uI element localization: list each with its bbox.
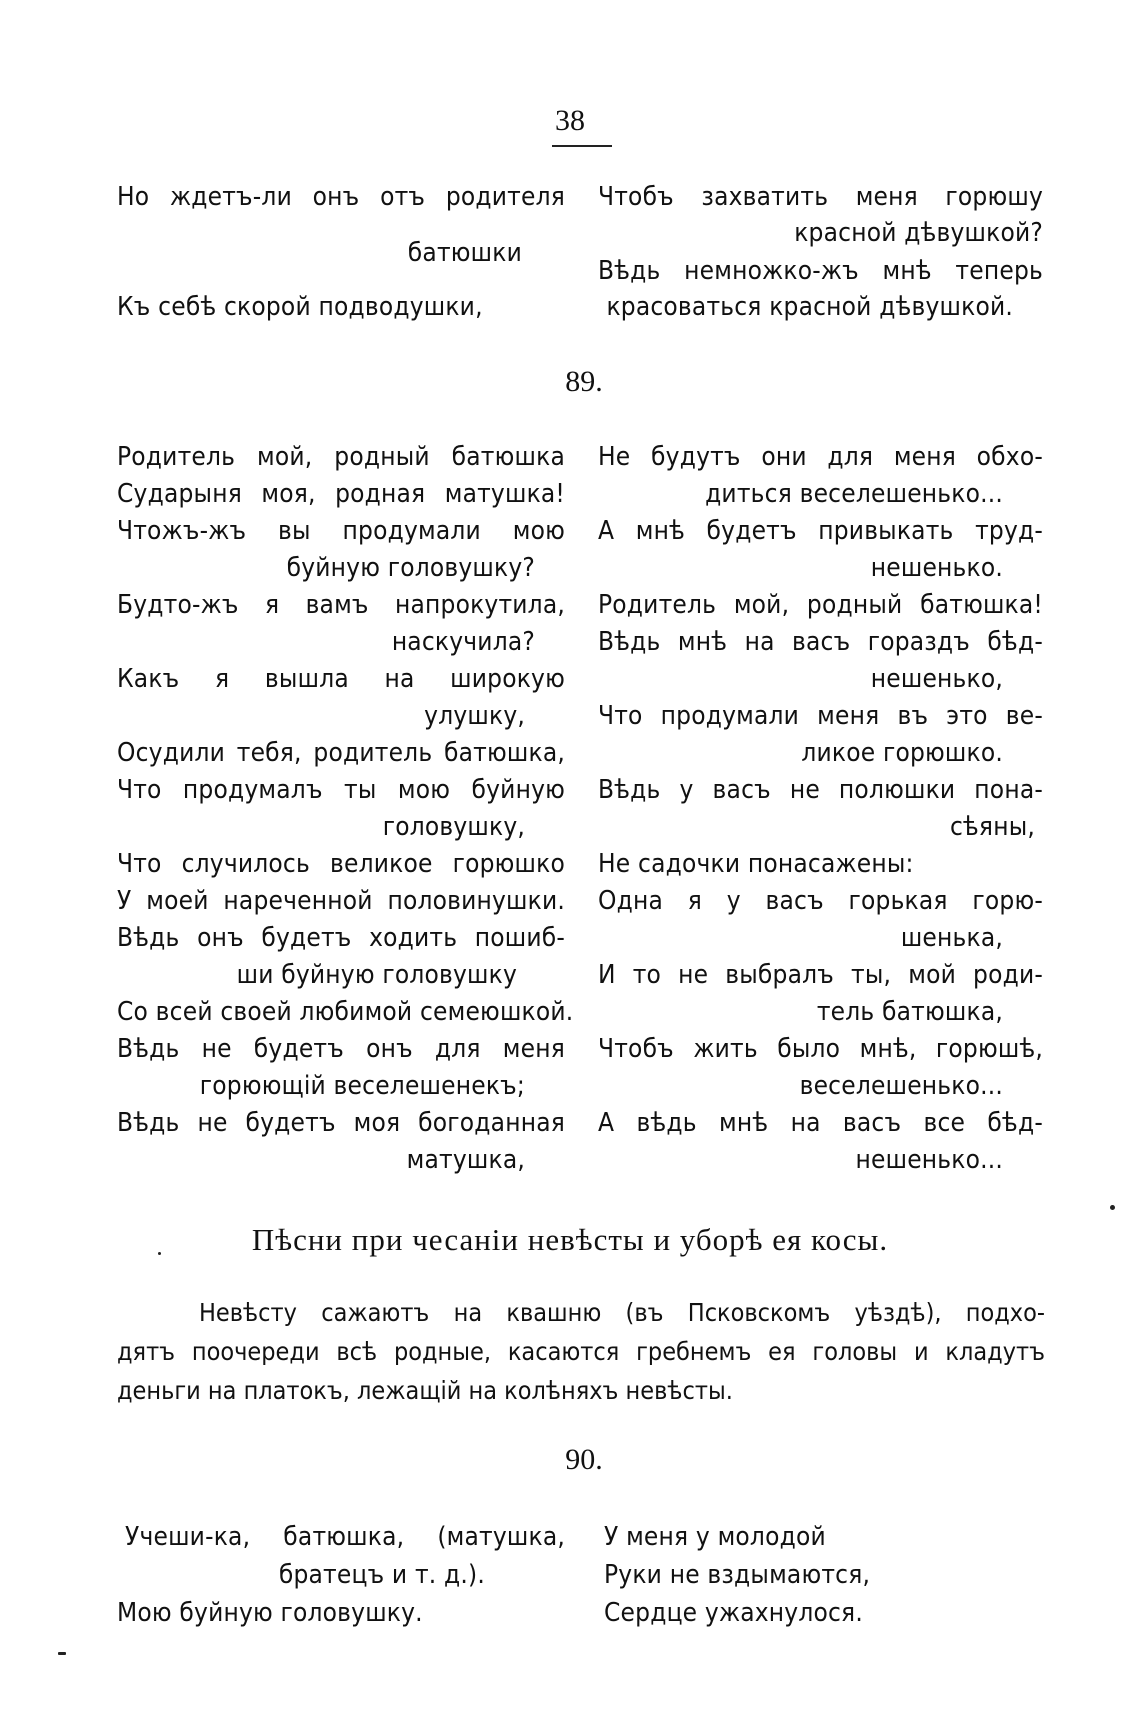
verse-line: Учеши-ка, батюшка, (матушка, [125,1522,565,1552]
song-number-89: 89. [565,365,603,398]
verse-line: красоваться красной дѣвушкой. [606,292,1013,322]
section-title: Пѣсни при чесаніи невѣсты и уборѣ ея косы. [251,1222,889,1257]
verse-line: ликое горюшко. [801,738,1003,768]
verse-line: Осудили тебя, родитель батюшка, [117,738,565,768]
verse-line: Вѣдь не будетъ онъ для меня [117,1034,565,1064]
verse-line: буйную головушку? [286,553,535,583]
verse-line: Мою буйную головушку. [117,1598,423,1628]
verse-line: Вѣдь не будетъ моя богоданная [117,1108,565,1138]
song-number-90: 90. [565,1443,603,1476]
page-number: 38 [555,104,585,137]
verse-line: наскучила? [391,627,535,657]
verse-line: веселешенько... [799,1071,1003,1101]
verse-line: А мнѣ будетъ привыкать труд- [598,516,1043,546]
verse-line: Не садочки понасажены: [598,849,914,879]
verse-line: горюющій веселешенекъ; [199,1071,525,1101]
verse-line: Вѣдь у васъ не полюшки пона- [598,775,1043,805]
verse-line: Что случилось великое горюшко [117,849,565,879]
verse-line: батюшки [407,238,522,268]
verse-line: Чтожъ-жъ вы продумали мою [117,516,565,546]
verse-line: У моей нареченной половинушки. [117,886,565,916]
print-speck [158,1252,161,1255]
verse-line: Какъ я вышла на широкую [117,664,565,694]
verse-line: матушка, [406,1145,525,1175]
verse-line: шенька, [900,923,1003,953]
verse-line: ши буйную головушку [236,960,517,990]
paragraph-line: Невѣсту сажаютъ на квашню (въ Псковскомъ уѣздѣ), подхо- [199,1298,1045,1327]
print-speck [1110,1205,1115,1210]
verse-line: улушку, [424,701,525,731]
verse-line: Вѣдь онъ будетъ ходить пошиб- [117,923,565,953]
verse-line: Со всей своей любимой семеюшкой. [117,997,574,1027]
verse-line: нешенько, [870,664,1003,694]
verse-line: У меня у молодой [604,1522,826,1552]
verse-line: Что продумалъ ты мою буйную [117,775,565,805]
print-speck [58,1652,66,1655]
verse-line: Сударыня моя, родная матушка! [117,479,565,509]
page-number-rule [552,145,612,147]
verse-line: А вѣдь мнѣ на васъ все бѣд- [598,1108,1043,1138]
verse-line: Но ждетъ-ли онъ отъ родителя [117,182,565,212]
verse-line: красной дѣвушкой? [794,218,1043,248]
verse-line: Не будутъ они для меня обхо- [598,442,1043,472]
verse-line: головушку, [382,812,525,842]
verse-line: братецъ и т. д.). [278,1560,485,1590]
verse-line: Къ себѣ скорой подводушки, [117,292,483,322]
verse-line: Чтобъ жить было мнѣ, горюшѣ, [598,1034,1043,1064]
verse-line: Будто-жъ я вамъ напрокутила, [117,590,565,620]
verse-line: сѣяны, [949,812,1035,842]
verse-line: тель батюшка, [816,997,1003,1027]
verse-line: Вѣдь немножко-жъ мнѣ теперь [598,256,1043,286]
verse-line: И то не выбралъ ты, мой роди- [598,960,1043,990]
verse-line: Руки не вздымаются, [604,1560,871,1590]
verse-line: Что продумали меня въ это ве- [598,701,1043,731]
verse-line: Чтобъ захватить меня горюшу [598,182,1043,212]
verse-line: диться веселешенько... [705,479,1003,509]
verse-line: Вѣдь мнѣ на васъ гораздъ бѣд- [598,627,1043,657]
verse-line: нешенько... [855,1145,1003,1175]
verse-line: Родитель мой, родный батюшка! [598,590,1043,620]
verse-line: Сердце ужахнулося. [604,1598,863,1628]
paragraph-line: деньги на платокъ, лежащій на колѣняхъ невѣсты. [117,1376,733,1405]
paragraph-line: дятъ поочереди всѣ родные, касаются гребнемъ ея головы и кладутъ [117,1337,1045,1366]
verse-line: Родитель мой, родный батюшка [117,442,565,472]
verse-line: нешенько. [870,553,1003,583]
verse-line: Одна я у васъ горькая горю- [598,886,1043,916]
